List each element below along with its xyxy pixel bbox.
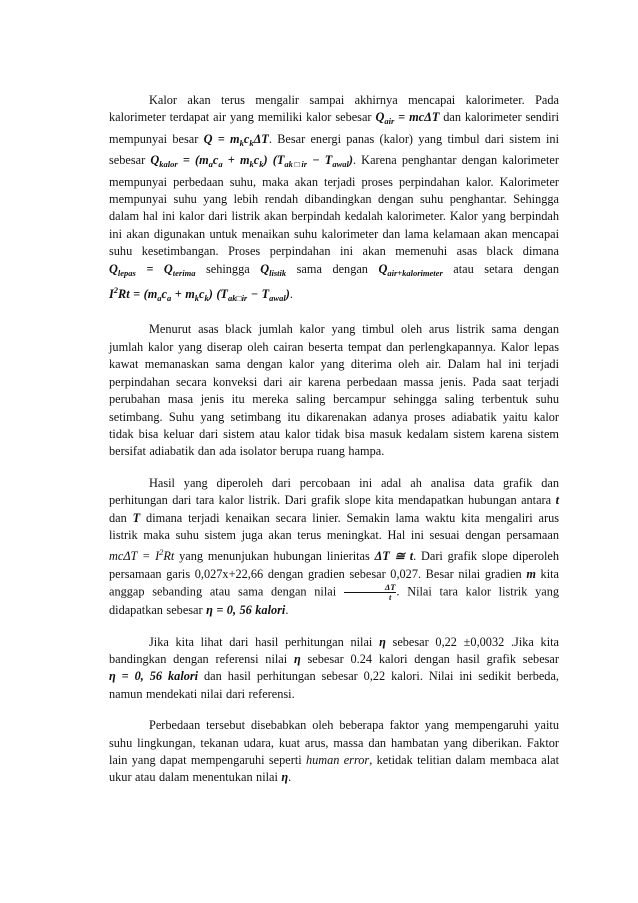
- eq-part: c: [161, 287, 167, 302]
- eq-part: Q: [150, 153, 160, 168]
- eq-part: + m: [222, 153, 250, 168]
- text: atau setara dengan: [442, 261, 559, 276]
- variable-eta: η: [379, 634, 386, 649]
- text: yang menunjukan hubungan linieritas: [174, 549, 375, 564]
- text: . Dari grafik slope diperoleh persamaan garis 0,027x+22,66 dengan gradien sebesar 0,027. Besar nilai gradien: [109, 549, 560, 581]
- eq-part: Rt: [163, 549, 175, 564]
- eq-sub: a: [218, 159, 223, 170]
- text: , ketidak telitian dalam membaca alat ukur atau dalam menentukan nilai: [109, 753, 559, 785]
- eq-sub: k: [204, 293, 209, 304]
- fraction-numerator: ΔT: [344, 583, 397, 593]
- eq-part: c: [243, 131, 250, 146]
- eq-part: c: [212, 153, 219, 168]
- text: dimana terjadi kenaikan secara linier. Semakin lama waktu kita mengaliri arus listrik maka suhu sistem juga akan terus meningkat. Hal ini sesuai dengan persamaan: [109, 510, 560, 542]
- eq-sub: air+kalorimeter: [387, 267, 443, 278]
- equation-eta-result: η = 0, 56 kalori: [206, 603, 286, 618]
- equation-i2rt: [109, 285, 290, 304]
- text: .: [285, 603, 289, 618]
- eq-part: Q = m: [203, 131, 240, 146]
- equation-q-lepas-terima: [109, 262, 195, 276]
- eq-part: I: [109, 287, 114, 302]
- text: . Karena penghantar dengan kalorimeter mempunyai perbedaan suhu, maka akan terjadi proses perpindahan kalor. Kalorimeter mempunyai suhu yang lebih rendah dibandingkan dengan suhu penghantar. Sehingga dalam hal ini kalor dari listrik akan berpindah kedalah kalorimeter. Kalor yang berpindah ini akan digunakan untuk menaikan suhu kalorimeter dan lama kelamaan akan mencapai suhu kesetimbangan. Proses perpindahan ini akan memenuhi asas black dimana: [109, 153, 559, 259]
- fraction-denominator: t: [388, 592, 392, 603]
- eq-part: + m: [171, 287, 195, 302]
- equation-q-air-kalorimeter: [378, 262, 442, 276]
- paragraph-black-principle: Menurut asas black jumlah kalor yang timbul oleh arus listrik sama dengan jumlah kalor yang diserap oleh cairan beserta tempat dan perlengkapannya. Kalor lepas kawat memanaskan sama dengan kalor yang diterima oleh air. Dalam hal ini terjadi perpindahan secara konveksi dari air karena perbedaan massa jenis. Pada saat terjadi perubahan masa jenis itu mereka saling bercampur sehingga saling terbentuk suhu setimbang. Suhu yang setimbang itu dikarenakan adanya proses adiabatik yaitu kalor tidak bisa keluar dari sistem atau kalor tidak bisa masuk kedalam sistem karena sistem bersifat adiabatik dan ada isolator berupa ruang hampa.: [109, 322, 559, 459]
- text: .: [289, 287, 293, 302]
- eq-part: ): [285, 287, 290, 302]
- eq-part: = mcΔT: [394, 110, 440, 125]
- eq-part: ): [348, 153, 353, 168]
- text: dan: [109, 510, 133, 525]
- eq-sub: ak□ir: [227, 293, 248, 304]
- paragraph-comparison: [109, 634, 559, 704]
- equation-q-calorimeter: [204, 132, 269, 146]
- variable-eta: η: [293, 651, 301, 666]
- eq-sub: a: [208, 159, 213, 170]
- text: Perbedaan tersebut disebabkan oleh beberapa faktor yang mempengaruhi yaitu suhu lingkungan, tekanan udara, kuat arus, massa dan hambatan yang diberikan. Faktor lain yang dapat mempengaruhi seperti: [109, 718, 559, 767]
- eq-sub: a: [157, 293, 162, 304]
- eq-sub: k: [239, 137, 244, 148]
- paragraph-heat-flow: [109, 92, 559, 307]
- eq-part: c: [253, 153, 260, 168]
- text: sebesar 0,22 ±0,0032 .Jika kita bandingkan dengan referensi nilai: [109, 634, 559, 666]
- variable-T: T: [132, 510, 141, 525]
- eq-sub: awal: [332, 159, 349, 170]
- eq-sub: k: [249, 137, 254, 148]
- eq-sub: lepas: [117, 267, 136, 278]
- eq-part: Rt = (m: [118, 287, 158, 302]
- eq-part: ) (T: [263, 153, 285, 168]
- eq-part: Q: [109, 261, 118, 276]
- text: . Nilai tara kalor listrik yang didapatkan sebesar: [109, 584, 560, 618]
- eq-part: ) (T: [208, 287, 228, 302]
- eq-part: − T: [247, 287, 270, 302]
- text: . Besar energi panas (kalor) yang timbul dari sistem ini sebesar: [109, 131, 559, 168]
- text: Hasil yang diperoleh dari percobaan ini adal ah analisa data grafik dan perhitungan dari tara kalor listrik. Dari grafik slope kita mendapatkan hubungan antara: [109, 475, 559, 508]
- text: Jika kita lihat dari hasil perhitungan nilai: [149, 634, 380, 649]
- eq-sub: air: [384, 116, 395, 127]
- eq-sub: k: [194, 293, 200, 304]
- eq-part: c: [199, 287, 205, 302]
- variable-t: t: [555, 493, 559, 508]
- equation-mc-delta-t: [109, 549, 174, 563]
- equation-q-listrik: [260, 262, 286, 276]
- text: sebesar 0.24 kalori dengan hasil grafik sebesar: [300, 651, 559, 666]
- eq-part: = (m: [177, 153, 209, 168]
- eq-part: ΔT: [253, 131, 269, 146]
- equation-eta-graph: η = 0, 56 kalori: [109, 669, 199, 684]
- equation-q-air: [375, 110, 440, 127]
- text: .: [288, 770, 292, 785]
- paragraph-error-factors: [109, 717, 559, 787]
- text: sama dengan: [286, 261, 379, 276]
- text: dan hasil perhitungan sebesar 0,22 kalori. Nilai ini sedikit berbeda, namun mendekati nilai dari referensi.: [109, 669, 559, 701]
- eq-sub: k: [259, 159, 264, 170]
- human-error-term: human error: [305, 753, 370, 767]
- eq-sup: 2: [159, 547, 164, 558]
- eq-sub: kalor: [159, 159, 178, 170]
- equation-linearity: ΔT ≅ t: [374, 549, 414, 564]
- eq-sub: listik: [269, 267, 287, 278]
- text: Kalor akan terus mengalir sampai akhirnya mencapai kalorimeter. Pada kalorimeter terdapat air yang memiliki kalor sebesar: [109, 93, 559, 125]
- eq-sub: awal: [269, 293, 286, 304]
- paragraph-results-analysis: [109, 475, 559, 620]
- text: kita anggap sebanding atau sama dengan nilai: [109, 566, 559, 599]
- text: dan kalorimeter sendiri mempunyai besar: [109, 110, 559, 146]
- fraction-delta-t-over-t: [344, 583, 397, 602]
- eq-part: Q: [378, 261, 388, 276]
- eq-sub: ak□ir: [284, 159, 308, 170]
- equation-q-kalor: [150, 153, 353, 170]
- variable-m: m: [526, 566, 536, 581]
- eq-part: mcΔT = I: [109, 549, 160, 564]
- eq-part: − T: [307, 153, 333, 168]
- text: sehingga: [195, 261, 261, 276]
- eq-sup: 2: [113, 285, 119, 296]
- eq-sub: terima: [172, 267, 196, 278]
- variable-eta: η: [281, 770, 289, 785]
- eq-part: = Q: [135, 261, 173, 276]
- eq-part: Q: [260, 261, 270, 276]
- eq-part: Q: [375, 110, 385, 125]
- eq-sub: k: [249, 159, 254, 170]
- eq-sub: a: [167, 293, 172, 304]
